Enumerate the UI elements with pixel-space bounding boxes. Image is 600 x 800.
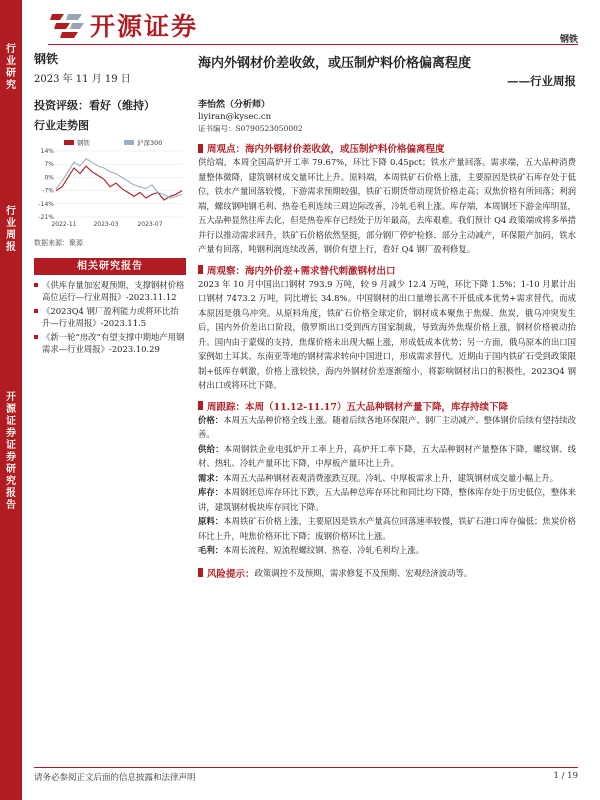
left-column (34, 48, 186, 357)
trend-chart (34, 137, 186, 237)
strip-text-top: 行业研究 (6, 44, 16, 91)
track-item-label: 价格： (198, 414, 224, 425)
section-title: 周观察：海内外价差+需求替代刺激钢材出口 (207, 265, 396, 277)
track-item-label: 供给： (198, 443, 224, 454)
track-item-text: 本周铁矿石价格上涨，主要原因是铁水产量高位回落速率较慢，铁矿石港口库存偏低；焦炭价格环比上升，吨焦价格环比下降；废钢价格环比上涨。 (198, 516, 576, 541)
section-marker-icon (198, 265, 203, 274)
track-item-text: 本周长流程、短流程螺纹钢、热卷、冷轧毛利均上涨。 (223, 545, 425, 555)
track-item-text: 本周五大品种钢材表观消费涨跌互现。冷轧、中厚板需求上升，建筑钢材成交量小幅上升。 (223, 472, 559, 483)
section-marker-icon (198, 144, 203, 153)
series-line (56, 166, 182, 200)
legend-swatch (124, 140, 134, 145)
section-title: 周跟踪：本周（11.12-11.17）五大品种钢材产量下降，库存持续下降 (207, 401, 508, 413)
footer-disclaimer: 请务必参阅正文后面的信息披露和法律声明 (34, 773, 196, 783)
track-item-label: 毛利： (198, 545, 224, 555)
y-tick-label: -21% (38, 214, 54, 221)
section-marker-icon (198, 401, 203, 410)
sector-name: 钢铁 (34, 52, 59, 66)
track-item-text: 本周五大品种价格全线上涨。随着后续各地环保限产、钢厂主动减产、整体钢价后续有望持续改善。 (198, 414, 576, 439)
section-body-view: 供给端，本周全国高炉开工率 79.67%，环比下降 0.45pct；铁水产量回落。需求端，五大品种消费量整体微降，建筑钢材成交量环比上升。原料端，本周铁矿石价格上涨，主要原因是铁矿石库存处于低位，铁水产量回落较慢，下游需求预期较强，铁矿石期货带动现货价格走高；双焦价格有所回落；利润端，螺纹钢吨钢毛利、热卷毛利连续三周边际改善，冷轧毛利上涨。库存端，本周钢坯下游金库明显，五大品种显然往库去化，但是热卷库存已经处于历年最高，去库艰难。我们预计 Q4 政策端或将多举措并行以推动需求回升，铁矿石价格依然坚挺，部分钢厂停炉检修、部分主动减产，环保限产加码，铁水产量有回落，吨钢利润连续改善，钢价有望上行，看好 Q4 钢厂盈利修复。 (198, 157, 576, 254)
related-research-list (34, 279, 186, 355)
strip-text-bottom: 开源证券 证券研究报告 (6, 392, 16, 511)
section-heading-track (198, 399, 576, 413)
right-column (198, 48, 576, 580)
report-title: 海内外钢材价差收敛，或压制炉料价格偏离程度 (198, 56, 472, 71)
logo-mark-icon (50, 10, 84, 40)
track-item (198, 471, 576, 486)
x-tick-label: 2022-11 (51, 221, 77, 228)
track-item-label: 库存： (198, 487, 224, 497)
legend-swatch (64, 140, 74, 145)
trend-chart-title: 行业走势图 (34, 119, 89, 132)
x-tick-label: 2023-07 (137, 221, 163, 228)
risk-label: 风险提示： (207, 568, 255, 580)
brand-logo (50, 8, 198, 42)
track-item-text: 本周钢铁企业电弧炉开工率上升，高炉开工率下降，五大品种钢材产量整体下降，螺纹钢、线材、热轧、冷轧产量环比下降，中厚板产量环比上升。 (198, 443, 577, 468)
track-item (198, 514, 576, 543)
risk-text: 政策调控不及预期，需求修复不及预期、宏观经济波动等。 (254, 567, 473, 578)
track-item (198, 485, 576, 514)
header-sector-tag: 钢铁 (559, 35, 578, 45)
section-marker-icon (198, 568, 203, 577)
logo-text: 开源证券 (90, 12, 199, 41)
y-tick-label: 14% (40, 148, 54, 155)
track-item (198, 442, 576, 471)
y-tick-label: 0% (44, 174, 54, 182)
header-divider (48, 44, 578, 45)
x-tick-label: 2023-03 (93, 221, 119, 228)
track-item-label: 需求： (198, 472, 224, 483)
analyst-name: 李怡然（分析师） (198, 100, 271, 110)
y-tick-label: 7% (44, 161, 54, 169)
report-subtitle: ——行业周报 (507, 74, 576, 88)
track-item (198, 413, 576, 442)
report-date: 2023 年 11 月 19 日 (34, 74, 131, 85)
analyst-email[interactable]: liyiran@kysec.cn (198, 112, 272, 122)
page-number: 1 / 19 (553, 771, 578, 781)
section-heading-observe (198, 263, 576, 277)
investment-rating: 投资评级：看好（维持） (34, 99, 155, 112)
section-title: 周观点：海内外钢材价差收敛，或压制炉料价格偏离程度 (207, 144, 445, 155)
section-heading-view (198, 141, 576, 155)
y-tick-label: -14% (38, 200, 54, 208)
side-strip (0, 0, 22, 800)
risk-heading (198, 566, 576, 580)
legend-label: 沪深300 (137, 139, 163, 147)
analyst-cert: 证书编号：S0790523050002 (198, 124, 303, 133)
related-research-heading: 相关研究报告 (34, 258, 186, 275)
track-item-text: 本周钢坯总库存环比下跌，五大品种总库存环比和同比均下降，整体库存处于历史低位，整体来讲，建筑钢材板块库存同比下降。 (198, 487, 576, 512)
related-item[interactable]: 《2023Q4 钢厂盈利能力或将环比抬升—行业周报》-2023.11.5 (34, 305, 186, 329)
legend-label: 钢铁 (77, 139, 90, 147)
related-item[interactable]: 《供库存量加宏观预期，支撑钢材价格高位运行—行业周报》-2023.11.12 (34, 279, 186, 303)
trend-chart-svg (34, 137, 186, 237)
y-tick-label: -7% (42, 187, 54, 195)
track-item-label: 原料： (198, 516, 224, 526)
footer-divider (34, 767, 578, 768)
strip-text-mid: 行业周报 (6, 206, 16, 253)
related-item[interactable]: 《新一轮“房改”有望支撑中期地产用钢需求—行业周报》-2023.10.29 (34, 331, 186, 355)
section-body-observe: 2023 年 10 月中国出口钢材 793.9 万吨，较 9 月减少 12.4 万吨，环比下降 1.5%；1-10 月累计出口钢材 7473.2 万吨，同比增长 34.8%。中国钢材的出口量增长离不开低成本优势+需求替代，而成本原因是俄乌冲突。从原料角度，铁矿石价格全球定价，钢材成本聚焦于焦煤、焦炭，俄乌冲突发生后，国内外价差出口阶段，俄罗斯出口受到西方国家制裁，导致海外焦煤价格上涨，钢材价格被动抬升。国内由于蒙煤的支持，焦煤价格未出现大幅上涨，形成低成本优势；另一方面，俄乌原本的出口国家例如土耳其、东南亚等地的钢材需求转向中国进口，形成需求替代。近期由于国内铁矿石受到政策限制+低库存刺激，价格上涨较快，海内外钢材价差逐渐缩小，将影响钢材出口的积极性，2023Q4 钢材出口或将环比下降。 (198, 278, 576, 390)
track-item (198, 543, 576, 558)
analyst-info (198, 99, 576, 135)
chart-source: 数据来源：聚源 (34, 239, 83, 247)
